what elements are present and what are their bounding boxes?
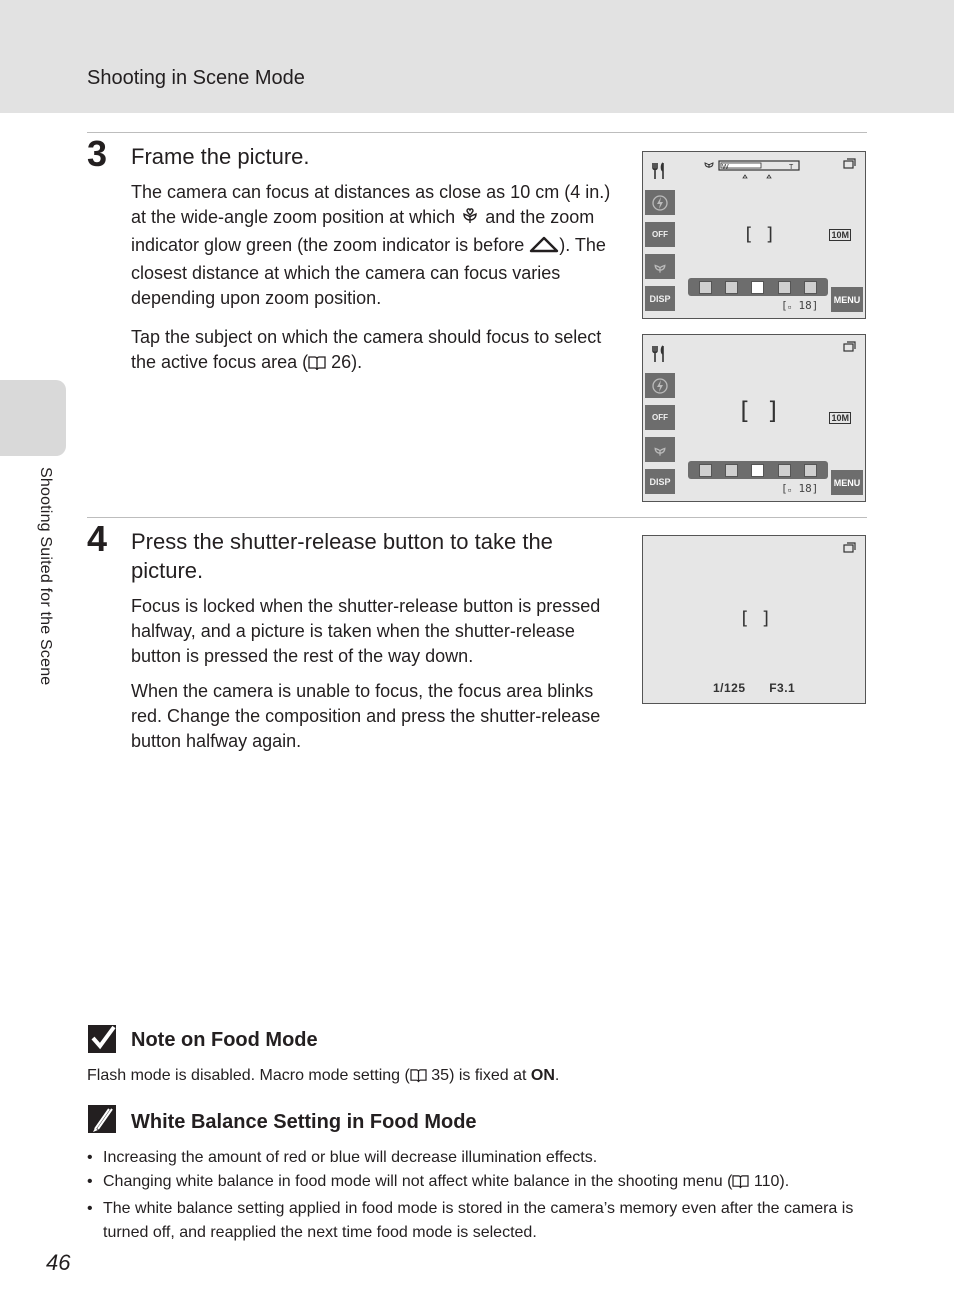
image-size-icon: 10M — [831, 230, 849, 240]
list-item: • Changing white balance in food mode will not affect white balance in the shooting menu ( 110). — [87, 1170, 867, 1197]
vibration-reduction-icon — [841, 156, 857, 175]
note-title: White Balance Setting in Food Mode — [131, 1111, 477, 1133]
focus-area-bracket[interactable]: [ ] — [743, 224, 776, 245]
macro-flower-icon — [460, 206, 480, 233]
page-ref-book-icon — [732, 1173, 749, 1197]
macro-mode-icon[interactable] — [645, 254, 675, 279]
focus-area-selector[interactable] — [688, 461, 828, 479]
focus-area-option[interactable] — [778, 464, 791, 477]
food-mode-icon[interactable] — [645, 158, 675, 183]
header-band — [0, 0, 954, 113]
focus-area-option[interactable] — [804, 281, 817, 294]
focus-area-option[interactable] — [778, 281, 791, 294]
shutter-speed: 1/125 — [713, 681, 746, 695]
section-title: Shooting in Scene Mode — [87, 67, 305, 89]
divider — [87, 517, 867, 518]
self-timer-icon[interactable]: OFF — [645, 222, 675, 247]
active-focus-area-bracket[interactable]: [ ] — [737, 397, 781, 425]
camera-screen-shooting — [642, 535, 866, 704]
step-paragraph: The camera can focus at distances as close as 10 cm (4 in.) at the wide-angle zoom position at which and the zoom indicator glow green (the zoom indicator is before ). The closest distance at which the camera can focus varies depending upon zoom position. — [131, 182, 611, 308]
zoom-indicator — [701, 158, 801, 185]
focus-area-option[interactable] — [699, 464, 712, 477]
side-tab — [0, 380, 66, 456]
page-number: 46 — [46, 1250, 71, 1275]
page-ref-book-icon — [308, 353, 326, 378]
vibration-reduction-icon — [841, 339, 857, 358]
image-size-icon: 10M — [831, 413, 849, 423]
focus-area-option[interactable] — [725, 281, 738, 294]
memo-pencil-icon — [87, 1104, 117, 1134]
note-title: Note on Food Mode — [131, 1029, 318, 1051]
macro-mode-icon[interactable] — [645, 437, 675, 462]
disp-button[interactable]: DISP — [645, 286, 675, 311]
menu-button[interactable]: MENU — [831, 287, 863, 312]
note-bullet-list — [87, 1146, 867, 1245]
focus-area-selector[interactable] — [688, 278, 828, 296]
exposures-remaining: [▫ 18] — [781, 299, 819, 312]
aperture: F3.1 — [769, 681, 796, 695]
focus-area-bracket: [ ] — [739, 608, 772, 629]
focus-area-option[interactable] — [699, 281, 712, 294]
step-number: 3 — [87, 133, 108, 174]
svg-text:W: W — [722, 164, 729, 171]
focus-area-option-selected[interactable] — [751, 464, 764, 477]
menu-button[interactable]: MENU — [831, 470, 863, 495]
note-text: Flash mode is disabled. Macro mode setting ( 35) is fixed at ON. — [87, 1065, 559, 1090]
focus-area-option[interactable] — [725, 464, 738, 477]
caution-check-icon — [87, 1024, 117, 1054]
exposures-remaining: [▫ 18] — [781, 482, 819, 495]
step-title: Press the shutter-release button to take the picture. — [131, 529, 553, 583]
vibration-reduction-icon — [841, 540, 857, 559]
camera-screen-framing — [642, 151, 866, 319]
food-mode-icon[interactable] — [645, 341, 675, 366]
step-paragraph: Tap the subject on which the camera should focus to select the active focus area ( 26). — [131, 325, 616, 378]
step-paragraph: Focus is locked when the shutter-release button is pressed halfway, and a picture is taken when the shutter-release button is pressed the rest of the way down. — [131, 596, 601, 666]
closeup-limit-icon — [529, 234, 559, 261]
disp-button[interactable]: DISP — [645, 469, 675, 494]
camera-screen-focus-area — [642, 334, 866, 502]
list-item: • The white balance setting applied in food mode is stored in the camera’s memory even after the camera is turned off, and reapplied the next time food mode is selected. — [87, 1197, 867, 1245]
self-timer-icon[interactable]: OFF — [645, 405, 675, 430]
page-ref-book-icon — [410, 1068, 427, 1090]
chapter-label: Shooting Suited for the Scene — [37, 467, 54, 686]
focus-area-option[interactable] — [804, 464, 817, 477]
step-title: Frame the picture. — [131, 144, 310, 169]
flash-off-icon[interactable] — [645, 373, 675, 398]
divider — [87, 132, 867, 133]
step-number: 4 — [87, 518, 108, 559]
flash-off-icon[interactable] — [645, 190, 675, 215]
focus-area-option-selected[interactable] — [751, 281, 764, 294]
step-paragraph: When the camera is unable to focus, the focus area blinks red. Change the composition and press the shutter-release button halfway again. — [131, 681, 601, 751]
exposure-readout — [713, 681, 795, 695]
svg-text:T: T — [789, 164, 794, 171]
list-item: • Increasing the amount of red or blue will decrease illumination effects. — [87, 1146, 867, 1170]
